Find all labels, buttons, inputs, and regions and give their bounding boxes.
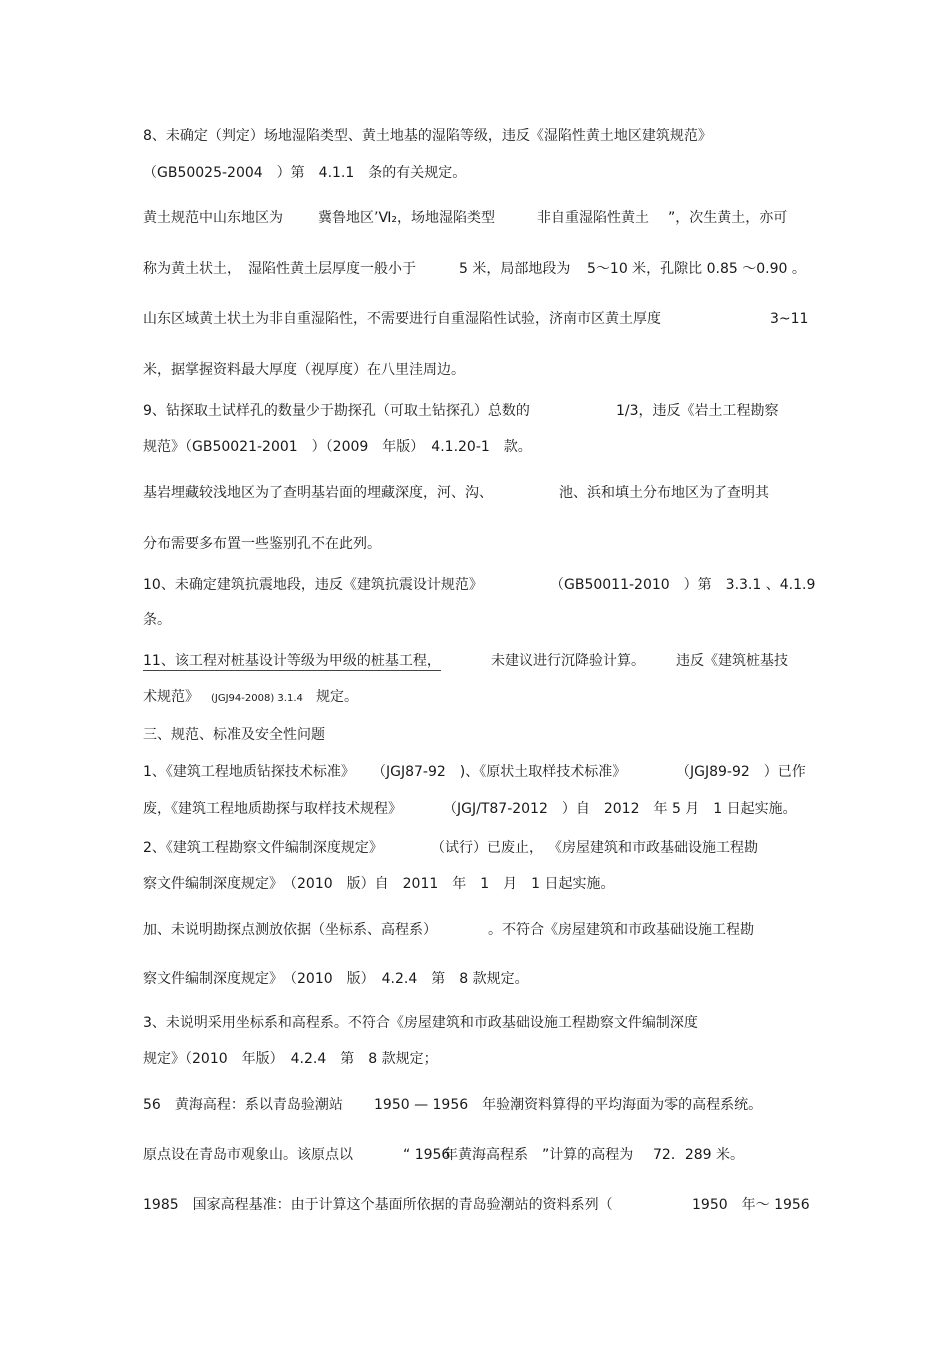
text-segment: 1950 年～ 1956 <box>692 1197 810 1213</box>
text-segment: （GB50011-2010 ）第 3.3.1 、4.1.9 <box>550 577 816 593</box>
text-segment: 9、钻探取土试样孔的数量少于勘探孔（可取土钻探孔）总数的 <box>143 403 530 419</box>
text-segment: “ 1956 <box>403 1147 451 1163</box>
text-segment: 黄土规范中山东地区为 <box>143 210 283 226</box>
text-segment: 非自重湿陷性黄土 <box>537 210 649 226</box>
text-segment: 三、规范、标准及安全性问题 <box>143 727 325 743</box>
text-segment: 。不符合《房屋建筑和市政基础设施工程勘 <box>488 922 754 938</box>
text-segment: 术规范》 <box>143 689 199 705</box>
section-heading <box>143 726 325 744</box>
text-segment: 5 米，局部地段为 <box>459 261 571 277</box>
text-segment: ”，次生黄土，亦可 <box>668 210 788 226</box>
text-line <box>143 800 402 818</box>
text-line <box>143 611 171 629</box>
text-segment: （JGJ/T87-2012 ）自 2012 年 5 月 1 日起实施。 <box>443 801 797 817</box>
text-segment: 1985 国家高程基准：由于计算这个基面所依据的青岛验潮站的资料系列（ <box>143 1197 613 1213</box>
text-segment: 56 黄海高程：系以青岛验潮站 <box>143 1097 343 1113</box>
text-line <box>143 1050 438 1068</box>
text-segment: 冀鲁地区’Ⅵ₂，场地湿陷类型 <box>318 210 495 226</box>
text-segment: 原点设在青岛市观象山。该原点以 <box>143 1147 353 1163</box>
text-line <box>143 361 465 379</box>
text-segment: 察文件编制深度规定》 （2010 版）自 2011 年 1 月 1 日起实施。 <box>143 876 615 892</box>
text-line <box>143 484 493 502</box>
text-segment: 规范》（GB50021-2001 ）（2009 年版） 4.1.20-1 款。 <box>143 439 532 455</box>
text-segment: 年黄海高程系 <box>444 1147 528 1163</box>
text-segment: （试行）已废止， <box>431 840 543 856</box>
text-segment: 分布需要多布置一些鉴别孔不在此列。 <box>143 536 381 552</box>
text-line <box>143 438 532 456</box>
text-segment: 违反《建筑桩基技 <box>676 653 788 669</box>
text-segment: 米，据掌握资料最大厚度（视厚度）在八里洼周边。 <box>143 362 465 378</box>
text-segment: 未建议进行沉降验计算。 <box>491 653 645 669</box>
text-segment: 察文件编制深度规定》 （2010 版） 4.2.4 第 8 款规定。 <box>143 971 529 987</box>
text-line <box>143 875 615 893</box>
text-segment: 3、未说明采用坐标系和高程系。不符合《房屋建筑和市政基础设施工程勘察文件编制深度 <box>143 1015 698 1031</box>
text-segment: （JGJ87-92 )、《原状土取样技术标准》 <box>372 764 627 780</box>
text-segment: 废，《建筑工程地质勘探与取样技术规程》 <box>143 801 402 817</box>
text-line <box>143 209 283 227</box>
text-segment: 3~11 <box>770 311 809 327</box>
text-segment: （GB50025-2004 ）第 4.1.1 条的有关规定。 <box>143 165 467 181</box>
text-segment: 5～10 米，孔隙比 0.85 ～0.90 。 <box>587 261 806 277</box>
text-segment: 1、《建筑工程地质钻探技术标准》 <box>143 764 355 780</box>
text-segment: 8、未确定（判定）场地湿陷类型、黄土地基的湿陷等级，违反《湿陷性黄土地区建筑规范》 <box>143 128 712 144</box>
text-line <box>143 1096 343 1114</box>
text-segment: 10、未确定建筑抗震地段，违反《建筑抗震设计规范》 <box>143 577 483 593</box>
text-line <box>143 970 529 988</box>
text-segment: 《房屋建筑和市政基础设施工程勘 <box>548 840 758 856</box>
text-segment: 条。 <box>143 612 171 628</box>
text-segment: 11、该工程对桩基设计等级为甲级的桩基工程， <box>143 653 441 669</box>
text-line <box>143 688 199 706</box>
text-line <box>143 763 355 781</box>
text-segment: 2、《建筑工程勘察文件编制深度规定》 <box>143 840 383 856</box>
text-line <box>143 576 483 594</box>
text-segment: （JGJ89-92 ）已作 <box>676 764 806 780</box>
text-segment: 池、浜和填土分布地区为了查明其 <box>559 485 769 501</box>
text-segment: 称为黄土状土， 湿陷性黄土层厚度一般小于 <box>143 261 416 277</box>
text-line <box>143 127 712 145</box>
text-segment: 1/3，违反《岩土工程勘察 <box>616 403 779 419</box>
text-line <box>143 839 383 857</box>
text-line <box>143 1146 353 1164</box>
text-segment: 山东区域黄土状土为非自重湿陷性，不需要进行自重湿陷性试验，济南市区黄土厚度 <box>143 311 661 327</box>
text-line <box>143 535 381 553</box>
text-segment: 72．289 米。 <box>653 1147 744 1163</box>
text-segment: (JGJ94-2008) 3.1.4 <box>211 693 303 704</box>
text-line <box>143 921 437 939</box>
text-line <box>143 652 441 671</box>
text-segment: 基岩埋藏较浅地区为了查明基岩面的埋藏深度，河、沟、 <box>143 485 493 501</box>
text-segment: 1950 — 1956 年验潮资料算得的平均海面为零的高程系统。 <box>374 1097 763 1113</box>
text-segment: ”计算的高程为 <box>542 1147 634 1163</box>
text-segment: 规定》（2010 年版） 4.2.4 第 8 款规定； <box>143 1051 438 1067</box>
text-line <box>143 260 416 278</box>
text-line <box>143 310 661 328</box>
text-line <box>143 1014 698 1032</box>
text-line <box>143 1196 613 1214</box>
text-line <box>143 402 530 420</box>
text-line <box>143 164 466 182</box>
text-segment: 规定。 <box>316 689 358 705</box>
text-segment: 加、未说明勘探点测放依据（坐标系、高程系） <box>143 922 437 938</box>
